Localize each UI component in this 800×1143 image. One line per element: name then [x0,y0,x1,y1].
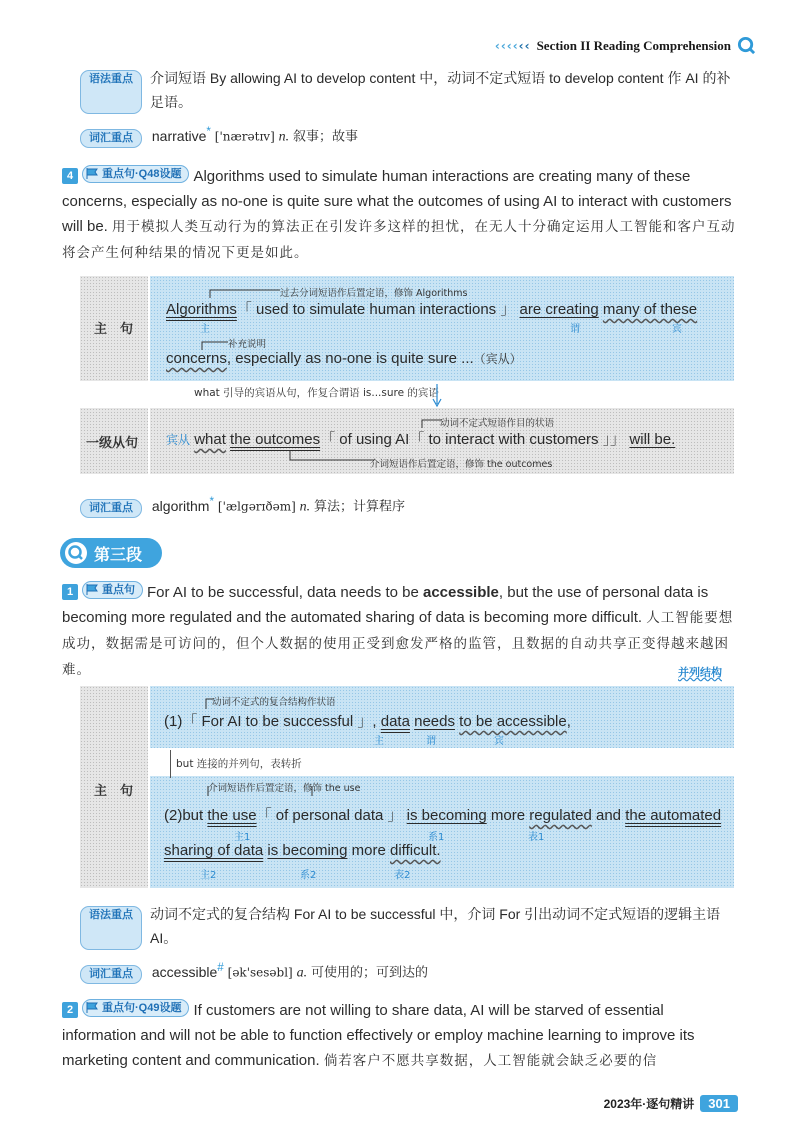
linking-verb-1: is becoming [406,807,487,824]
annotation-purpose: 动词不定式短语作目的状语 [440,418,555,429]
grammar-tag: 语法重点 [80,70,142,114]
footer-label: 2023年·逐句精讲 [603,1097,695,1111]
verb: needs [414,713,455,730]
vocab-meaning: 可使用的；可到达的 [311,964,429,980]
role-verb: 谓 [570,324,580,335]
linking-verb-2: is becoming [267,842,348,859]
section-title: 第三段 [94,546,143,564]
sentence-paragraph-4 [62,164,742,266]
line-2 [166,350,522,367]
verb: are creating [519,301,599,318]
page-number: 301 [700,1095,738,1112]
key-sentence-tag: 重点句·Q49设题 [82,999,189,1017]
vocab-star: * [209,495,215,508]
vocab-word: accessible [151,963,218,980]
header-title: Section II Reading Comprehension [536,37,731,53]
vocab-note-1 [80,120,740,150]
line-2: (2)but the use「 of personal data 」 is becoming more regulated and the automated [164,807,722,824]
subject-1: the use [207,807,257,824]
clause-label: 一级从句 [86,435,139,450]
role-verb-1: 系1 [428,832,445,843]
line-2-rest: , especially as no-one is quite sure ... [226,350,474,367]
analysis-main-clause-1 [80,276,734,381]
flag-icon [86,1002,99,1013]
section-heading [60,538,162,568]
predicative-2: difficult. [390,842,441,859]
flag-icon [86,168,99,179]
object: to be accessible [459,713,567,730]
grammar-tag: 语法重点 [80,906,142,950]
key-sentence-tag: 重点句 [82,581,143,599]
sentence-chinese: 用于模拟人类互动行为的算法正在引发许多这样的担忧，在无人十分确定运用人工智能和客户互动将会产生何种结果的情况下更是如此。 [62,219,736,261]
subject-modifier: 「 of personal data 」 [256,807,403,824]
vocab-star: # [217,961,224,974]
clause-word-what: what [194,431,226,448]
object-clause-tag: 宾从 [166,433,191,447]
sentence-english-bold: accessible [423,584,499,601]
vocab-tag: 词汇重点 [80,965,142,984]
bracket-arrow [204,697,216,711]
subject-modifier: 「 used to simulate human interactions 」 [236,301,516,318]
role-subject: 主 [200,324,210,335]
sentence-number: 1 [62,584,78,600]
vocab-tag: 词汇重点 [80,499,142,518]
header-chevrons: ‹‹‹‹‹‹ [494,38,531,53]
predicative-1: regulated [529,807,592,824]
role-object-2: 表2 [394,870,411,881]
running-header [495,36,756,55]
sentence-english-1: For AI to be successful, data needs to be [147,584,423,601]
vocab-tag: 词汇重点 [80,129,142,148]
sentence-number: 2 [62,1002,78,1018]
sentence-english: Algorithms used to simulate human interactions are creating many of these concerns, especially as no-one is quite sure what the outcomes of using AI to interact with customers will be. [62,168,732,235]
role-object-1: 表1 [528,832,545,843]
subject: data [380,713,410,730]
analysis-main-clause-2 [80,686,734,888]
clause-label: 主 句 [94,321,134,336]
line-1: (1)「 For AI to be successful 」, data needs to be accessible, [164,713,571,730]
annotation-postmodifier: 介词短语作后置定语，修饰 the use [208,783,361,794]
vocab-phonetic: ['nærətɪv] [214,129,275,144]
subject-2-start: the automated [625,807,722,824]
sentence-number: 4 [62,168,78,184]
object-clause-note: （宾从） [473,352,522,366]
grammar-note-text: 动词不定式的复合结构 For AI to be successful 中，介词 For 引出动词不定式短语的逻辑主语 AI。 [150,906,721,946]
sub-line [166,428,675,449]
role-verb-2: 系2 [300,870,317,881]
vocab-star: * [206,125,211,138]
sentence-paragraph-2 [62,998,742,1074]
parallel-structure-label: 并列结构 [678,666,722,679]
role-subject-2: 主2 [200,870,217,881]
sentence-chinese: 倘若客户不愿共享数据，人工智能就会缺乏必要的信 [323,1053,658,1069]
magnifier-q-icon [64,541,88,565]
grammar-note-2 [80,902,740,950]
connector-note: but 连接的并列句，表转折 [176,758,302,770]
grammar-note-text: 介词短语 By allowing AI to develop content 中，动词不定式短语 to develop content 作 AI 的补足语。 [150,70,731,110]
object-continued: concerns [166,350,227,367]
clause-label: 主 句 [94,783,134,798]
sentence-paragraph-1 [62,580,742,683]
vocab-word: algorithm [151,497,210,514]
role-object: 宾 [494,736,504,747]
line-3: sharing of data is becoming more difficult. [164,842,441,859]
grammar-note-1 [80,66,740,114]
vocab-meaning: 叙事；故事 [293,128,359,144]
vocab-phonetic: ['ælgərɪðəm] [217,499,296,514]
subject-word: Algorithms [166,301,237,318]
vocab-phonetic: [ək'sesəbl] [227,965,293,980]
annotation-supplement: 补充说明 [228,339,267,350]
sentence-english: If customers are not willing to share data, AI will be starved of essential information and will not be able to function effectively or employ machine learning to improve its marketing content and communication. [62,1002,695,1069]
role-object: 宾 [672,324,682,335]
bracket-arrow [204,784,320,798]
magnifier-q-icon [737,36,756,55]
vocab-note-2 [80,490,740,520]
object: many of these [602,301,698,318]
line-1-prefix: (1)「 For AI to be successful 」, [164,713,381,730]
down-arrow [432,384,442,408]
role-subject-1: 主1 [234,832,251,843]
sub-modifier: 「 of using AI「 to interact with customers 」」 [320,431,626,448]
vocab-pos: n. [299,499,311,515]
vocab-pos: n. [278,129,290,145]
connector-line [170,750,171,778]
annotation-postmodifier: 过去分词短语作后置定语，修饰 Algorithms [280,288,468,299]
vocab-word: narrative [151,127,207,144]
sub-subject: the outcomes [230,431,321,448]
role-verb: 谓 [426,736,436,747]
sub-verb: will be. [629,431,676,448]
vocab-note-3 [80,956,740,986]
sentence-english-2: , but the use of personal data is becoming more regulated and the automated sharing of data is becoming more difficult. [62,584,709,626]
page-footer [604,1095,738,1112]
annotation-adverbial: 动词不定式的复合结构作状语 [212,697,336,708]
subject-2: sharing of data [164,842,264,859]
role-subject: 主 [374,736,384,747]
flag-icon [86,584,99,595]
bracket-arrow [286,450,376,464]
analysis-subordinate-clause-1 [80,408,734,474]
sentence-chinese: 人工智能要想成功，数据需是可访问的，但个人数据的使用正受到愈发严格的监管，且数据的自动共享正变得越来越困难。 [62,610,734,678]
key-sentence-tag: 重点句·Q48设题 [82,165,189,183]
vocab-pos: a. [296,965,308,981]
vocab-meaning: 算法；计算程序 [314,498,406,514]
annotation-prep-phrase: 介词短语作后置定语，修饰 the outcomes [370,459,553,470]
connector-note: what 引导的宾语从句，作复合谓语 is...sure 的宾语 [194,387,439,399]
line-1 [166,298,697,319]
